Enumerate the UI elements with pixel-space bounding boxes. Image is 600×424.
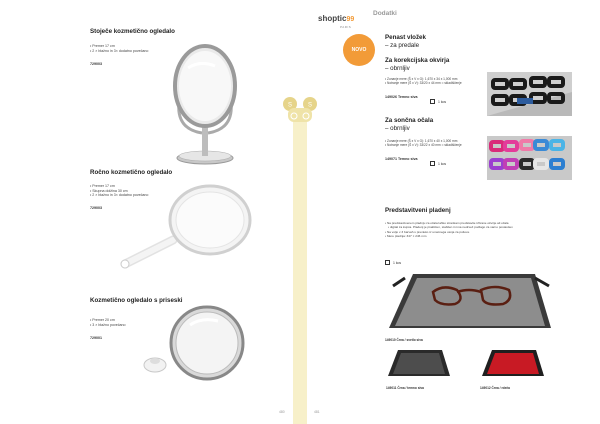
- catalog-divider-tab: [280, 96, 320, 424]
- bullet: • 2 × blažno in 3× dodatno povečano: [90, 49, 148, 54]
- bullet: • Notranje mere (Š x V): 33/22 x 40 mm = skladiščenje: [385, 143, 462, 147]
- pack-info: [430, 93, 446, 111]
- product-title-standing-mirror: Stoječe kozmetično ogledalo: [90, 28, 175, 35]
- product-title-hand-mirror: Ročno kozmetično ogledalo: [90, 169, 173, 176]
- standing-mirror-image: [160, 38, 250, 166]
- tray-red-image: [480, 346, 546, 380]
- product-title-correction-insert: [385, 57, 449, 72]
- product-title-sunglasses-insert: [385, 117, 433, 132]
- bullet: • Premer 20 cm: [90, 318, 126, 323]
- package-icon: [430, 161, 435, 166]
- pack-label: 1 kos: [393, 260, 402, 265]
- title-line: – obrnljiv: [385, 64, 410, 72]
- bullet: • Na voljo v 3 barvah s prevleko iz umetnega usnja za pultove: [385, 230, 513, 234]
- product-code: 729001: [90, 336, 102, 340]
- new-badge-label: NOVO: [351, 47, 367, 53]
- product-bullets-correction-insert: [385, 77, 462, 85]
- bullet: • Mere pladnja: 347 × 246 mm: [385, 234, 513, 238]
- title-line: – obrnljiv: [385, 124, 410, 132]
- bullet: • Premer 17 cm: [90, 184, 148, 189]
- product-code: 149012 Črna / rdeča: [480, 386, 510, 390]
- bullet: • digital za kupca. Pladenj je praktičen, stabilen in ima nedrseč podlago za varno postavitev: [385, 225, 513, 229]
- new-badge: [343, 34, 375, 66]
- product-title-suction-mirror: Kozmetično ogledalo s priseski: [90, 297, 183, 304]
- bullet: • Skupna dolžina 30 cm: [90, 189, 148, 194]
- page-number-right: 481: [314, 410, 320, 414]
- bullet: • Zunanje mere (Š x V x G): 1,670 x 34 x 1,000 mm: [385, 77, 462, 81]
- page-number-left: 480: [279, 410, 285, 414]
- pack-label: 1 kos: [438, 99, 447, 104]
- product-bullets-standing-mirror: [90, 44, 148, 53]
- bullet: • 3 × blažno povečano: [90, 323, 126, 328]
- pack-info: [430, 155, 446, 173]
- product-code: 729003: [90, 206, 102, 210]
- brand-sub: PARIS: [340, 25, 352, 29]
- bullet: • Na predstavitvenem pladnju za očala lahko strankam predstavite izbrane okvirje ali očala: [385, 221, 513, 225]
- sunglasses-insert-image: [487, 136, 572, 180]
- bullet: • Notranje mere (Š x V): 33/20 x 44 mm = skladiščenje: [385, 81, 462, 85]
- brand-logo: [318, 8, 354, 29]
- title-line: Predstavitveni pladenj: [385, 207, 451, 214]
- product-bullets-presentation-tray: [385, 221, 513, 239]
- product-code: 729003: [90, 62, 102, 66]
- package-icon: [430, 99, 435, 104]
- product-code: 149071 Temno siva: [385, 157, 418, 161]
- hand-mirror-image: [115, 182, 255, 274]
- tray-light-grey-image: [385, 256, 555, 338]
- correction-insert-image: [487, 72, 572, 116]
- title-line: – za predale: [385, 41, 420, 49]
- bullet: • Zunanje mere (Š x V x G): 1,670 x 40 x 1,000 mm: [385, 139, 462, 143]
- section-title: Dodatki: [373, 10, 397, 17]
- title-line: Za korekcijska okvirja: [385, 57, 450, 64]
- pack-label: 1 kos: [438, 161, 447, 166]
- tray-dark-grey-image: [386, 346, 452, 380]
- svg-text:S: S: [287, 102, 293, 109]
- title-line: Penast vložek: [385, 34, 426, 41]
- logo-mark-icon: 99: [346, 16, 355, 23]
- product-code: 149026 Temno siva: [385, 95, 418, 99]
- product-code: 149011 Črna / temno siva: [386, 386, 424, 390]
- suction-mirror-image: [140, 305, 250, 385]
- product-title-presentation-tray: [385, 207, 451, 214]
- product-bullets-sunglasses-insert: [385, 139, 462, 147]
- title-line: Za sončna očala: [385, 117, 434, 124]
- svg-text:S: S: [307, 102, 313, 109]
- bullet: • 2 × blažno in 3× dodatno povečano: [90, 193, 148, 198]
- bullet: • Premer 17 cm: [90, 44, 148, 49]
- product-title-foam-insert: [385, 34, 426, 49]
- brand-name: shoptic: [318, 14, 347, 23]
- product-code: 149010 Črna / svetlo siva: [385, 338, 423, 342]
- product-bullets-suction-mirror: [90, 318, 126, 327]
